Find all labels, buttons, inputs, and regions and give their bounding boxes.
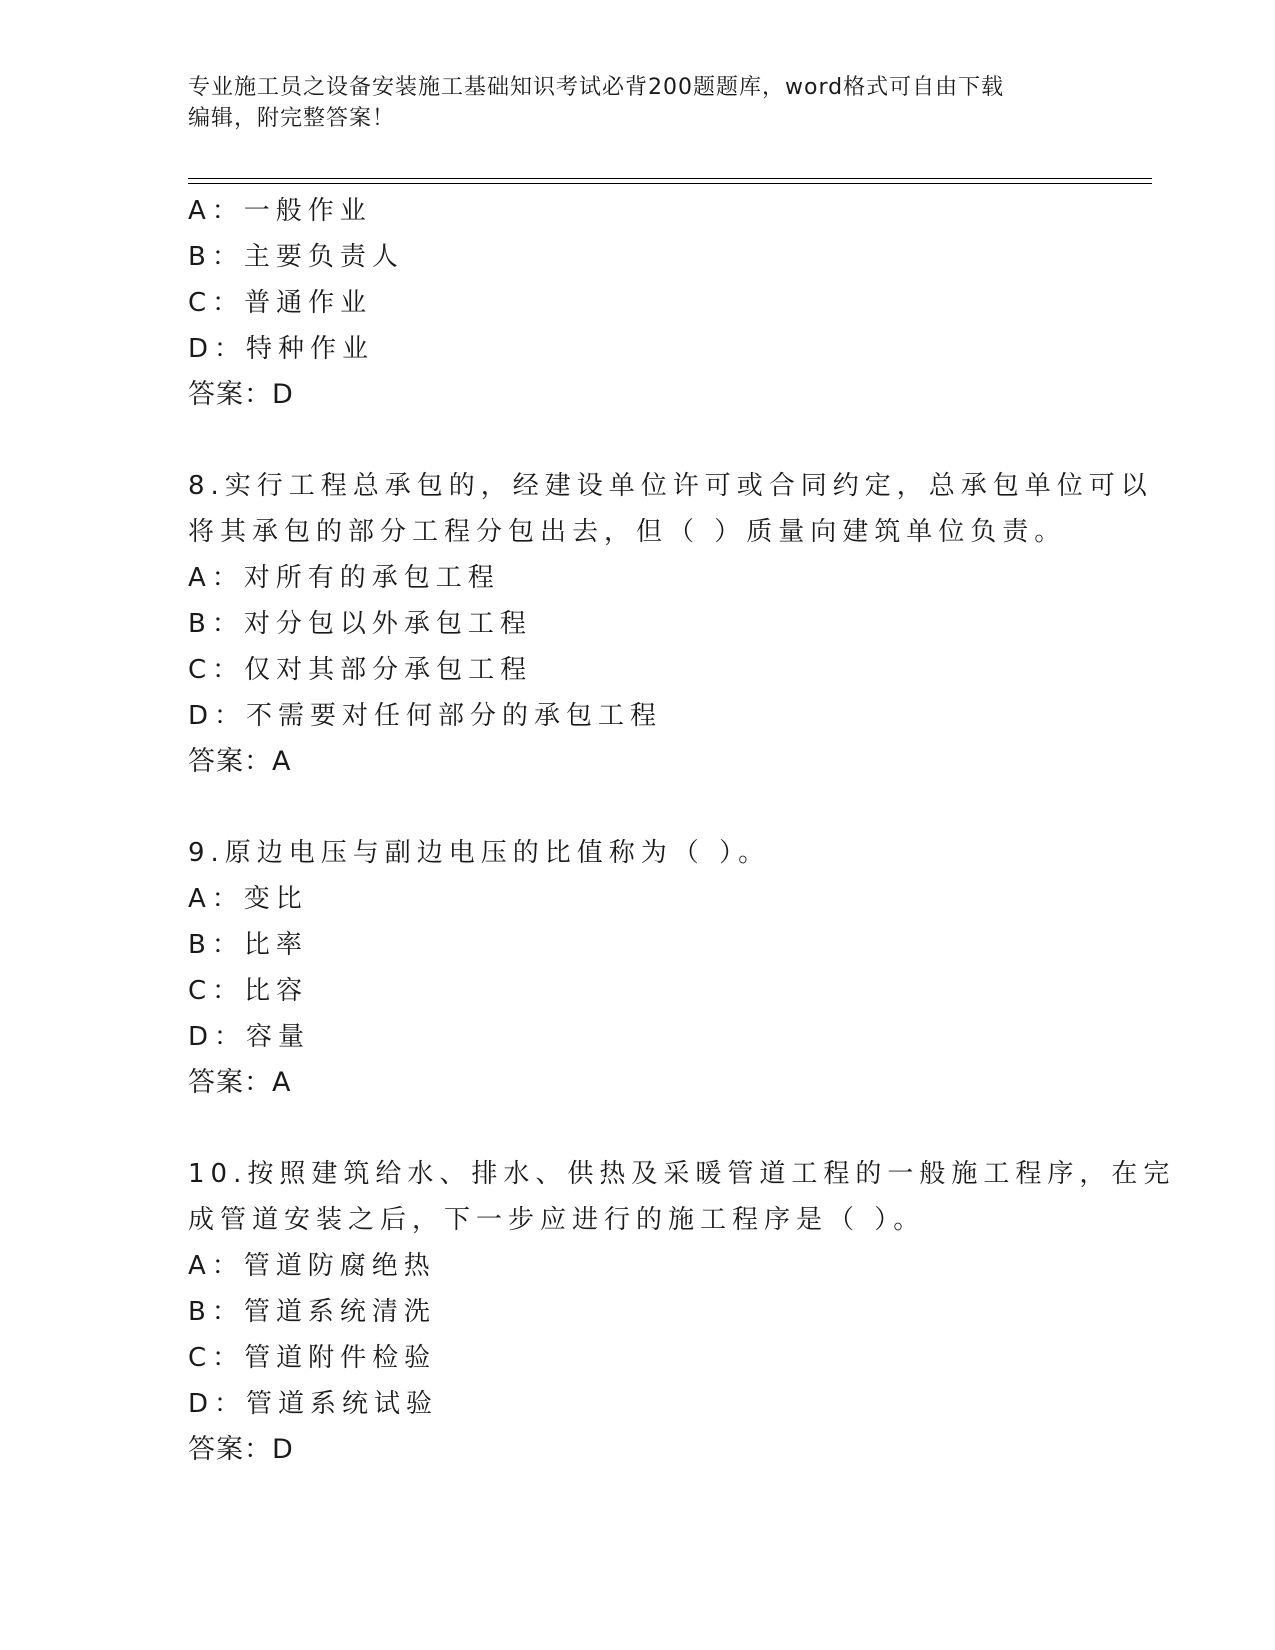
question-spacer [188, 418, 1088, 463]
question-list [188, 188, 1176, 1473]
answer: 答案：D [188, 1434, 294, 1465]
question-stem-line-2: 将其承包的部分工程分包出去，但（ ）质量向建筑单位负责。 [188, 517, 1067, 547]
option-c: C：普通作业 [188, 288, 373, 318]
option-c: C：比容 [188, 976, 309, 1006]
question-spacer [188, 1106, 1088, 1151]
answer: 答案：D [188, 379, 294, 410]
question-8 [188, 463, 1153, 785]
option-d: D：不需要对任何部分的承包工程 [188, 701, 663, 731]
option-c: C：管道附件检验 [188, 1343, 437, 1373]
question-stem-line-1: 8.实行工程总承包的，经建设单位许可或合同约定，总承包单位可以 [188, 471, 1153, 501]
question-7 [188, 188, 1088, 418]
header-line-1: 专业施工员之设备安装施工基础知识考试必背200题题库，word格式可自由下载 [188, 75, 1005, 100]
option-d: D：特种作业 [188, 334, 375, 364]
option-b: B：主要负责人 [188, 242, 404, 272]
option-a: A：管道防腐绝热 [188, 1251, 436, 1281]
question-10 [188, 1151, 1176, 1473]
option-a: A：对所有的承包工程 [188, 563, 500, 593]
option-d: D：容量 [188, 1022, 311, 1052]
answer: 答案：A [188, 1067, 292, 1098]
question-stem-line-1: 9.原边电压与副边电压的比值称为（ ）。 [188, 838, 771, 868]
header-line-2: 编辑，附完整答案！ [188, 106, 396, 131]
option-b: B：对分包以外承包工程 [188, 609, 532, 639]
option-d: D：管道系统试验 [188, 1389, 439, 1419]
header-divider-top [188, 178, 1152, 179]
option-a: A：一般作业 [188, 196, 372, 226]
document-header [188, 72, 1068, 134]
question-stem-line-2: 成管道安装之后，下一步应进行的施工程序是（ ）。 [188, 1205, 926, 1235]
answer: 答案：A [188, 746, 292, 777]
question-9 [188, 830, 1088, 1106]
option-b: B：管道系统清洗 [188, 1297, 436, 1327]
option-a: A：变比 [188, 884, 308, 914]
option-b: B：比率 [188, 930, 308, 960]
question-spacer [188, 785, 1088, 830]
header-divider-bottom [188, 183, 1152, 184]
option-c: C：仅对其部分承包工程 [188, 655, 533, 685]
question-stem-line-1: 10.按照建筑给水、排水、供热及采暖管道工程的一般施工程序，在完 [188, 1159, 1176, 1189]
